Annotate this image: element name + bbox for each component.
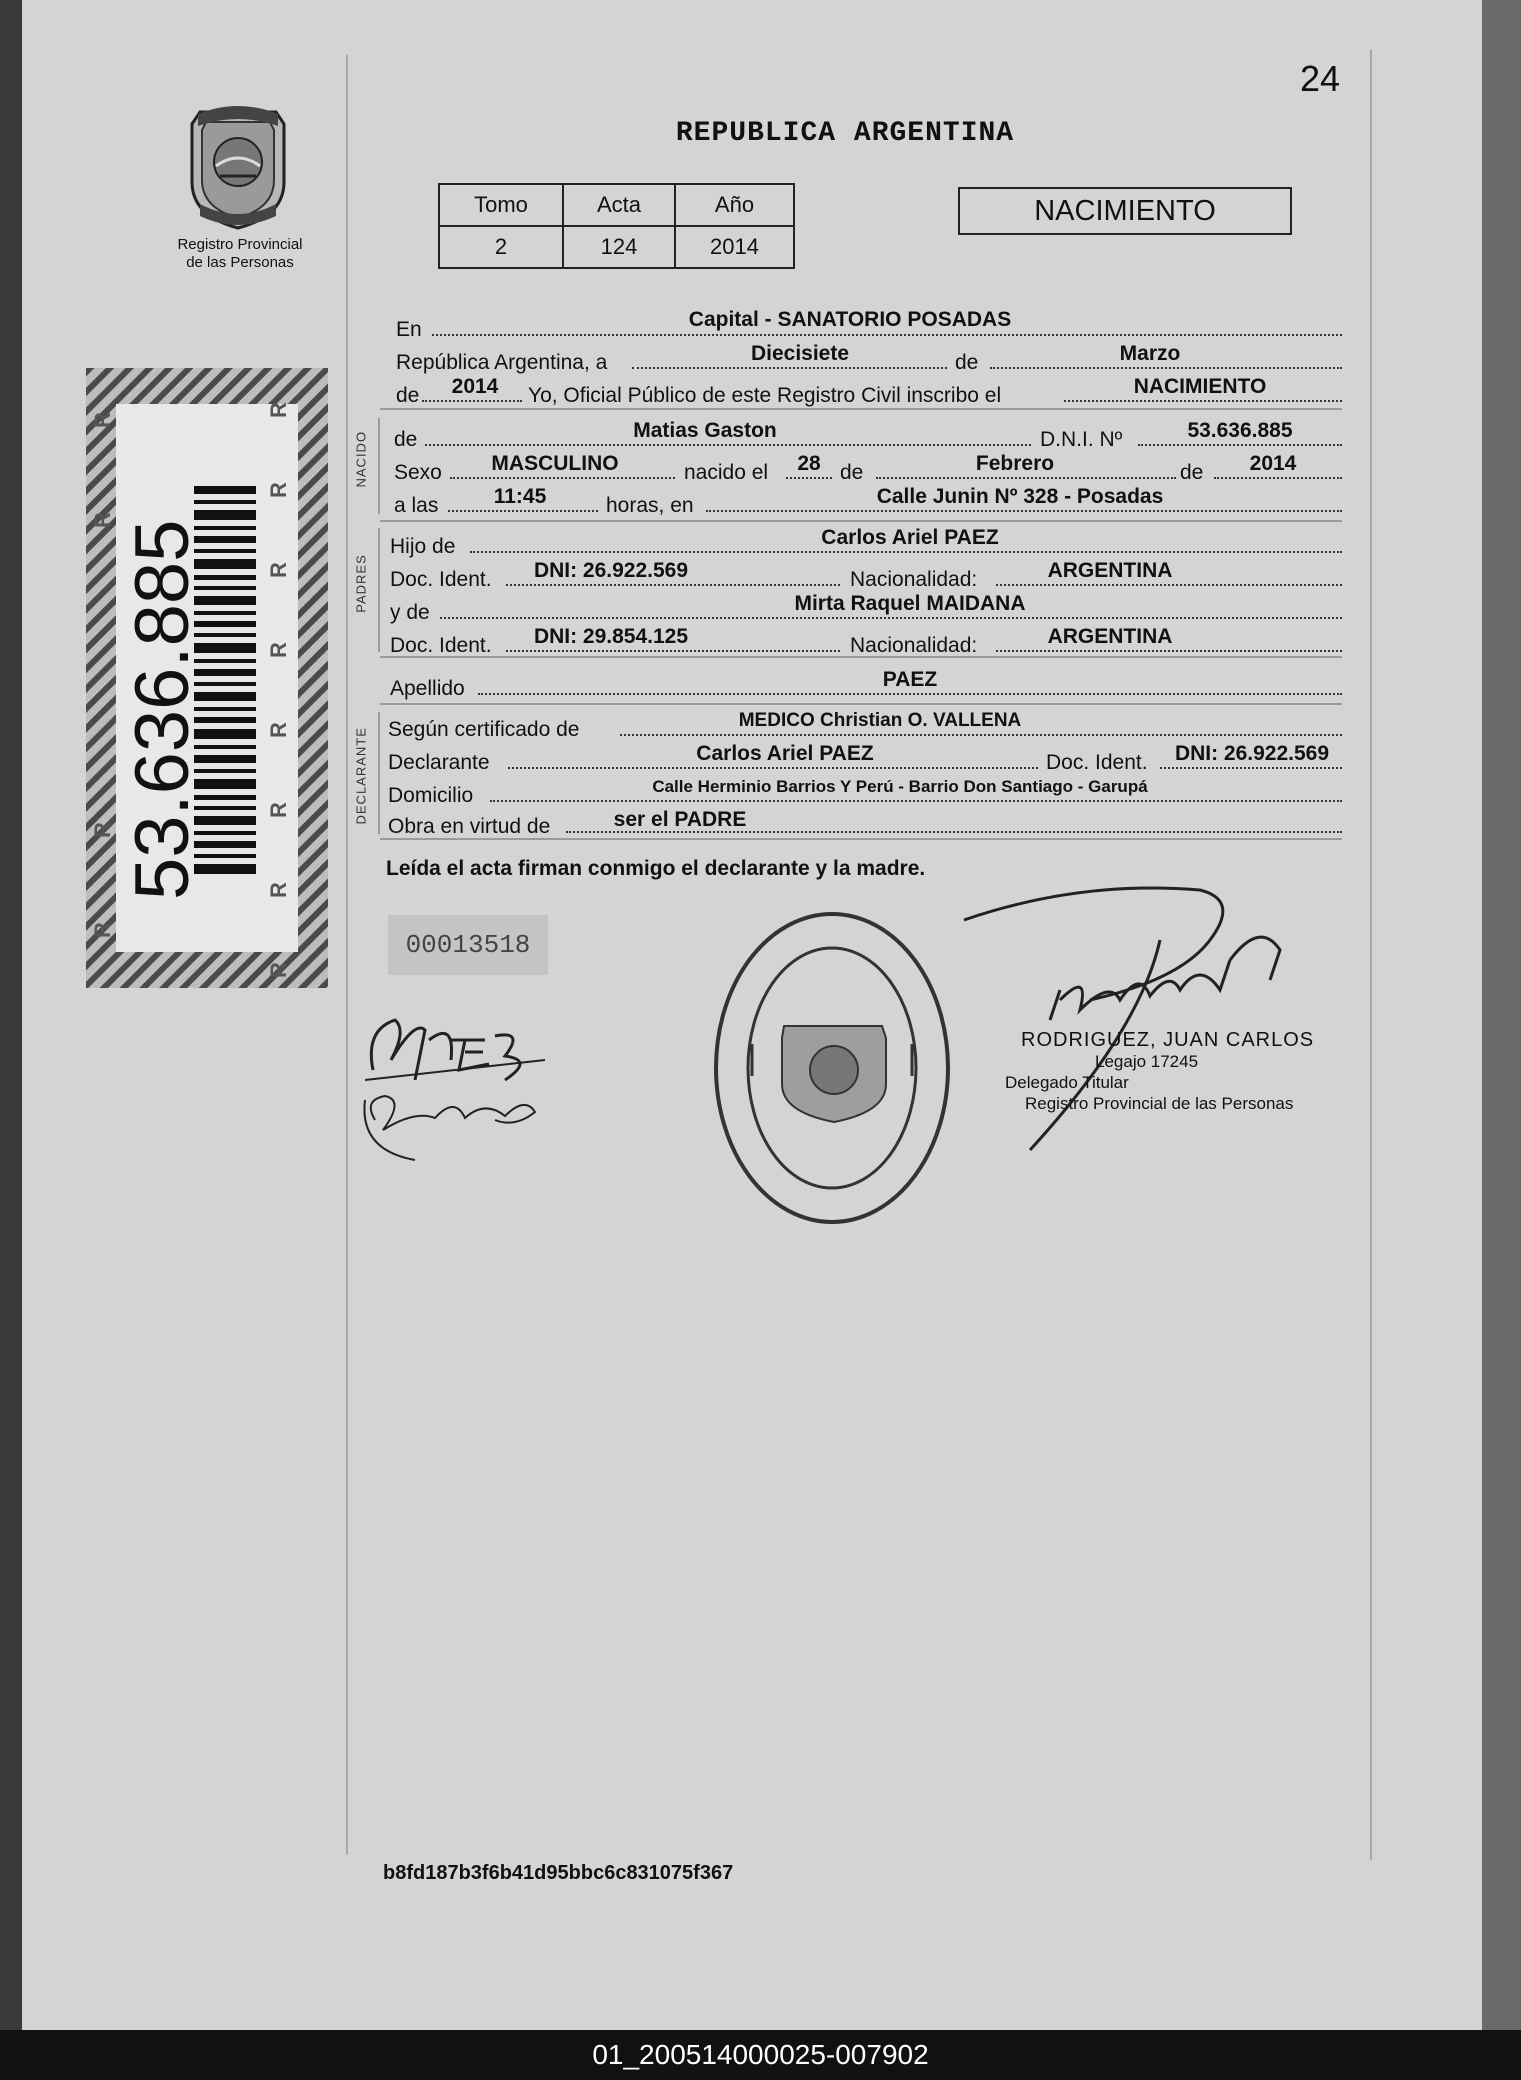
field-dia-nacimiento: 28 — [797, 452, 821, 475]
svg-text:R: R — [90, 412, 115, 428]
logo-caption — [160, 236, 320, 272]
label-doc-madre: Doc. Ident. — [390, 634, 492, 657]
label-domicilio: Domicilio — [388, 784, 474, 807]
field-lugar: Capital - SANATORIO POSADAS — [688, 308, 1012, 331]
label-nac-padre: Nacionalidad: — [850, 568, 978, 591]
field-anio-nacimiento: 2014 — [1249, 452, 1297, 475]
dots-anio-inscripcion — [422, 400, 522, 402]
dots-hora — [448, 510, 598, 512]
signatory-role: Delegado Titular — [1005, 1073, 1129, 1092]
section-label-declarante: DECLARANTE — [353, 727, 369, 825]
field-doc-declarante: DNI: 26.922.569 — [1174, 742, 1330, 765]
registry-table-header — [439, 184, 794, 226]
field-mes-nacimiento: Febrero — [975, 452, 1055, 475]
svg-text:R: R — [266, 402, 291, 418]
dots-dni — [1138, 444, 1342, 446]
label-apellido: Apellido — [390, 677, 465, 700]
separator-declarante-top — [380, 703, 1342, 705]
serial-stamp: 00013518 — [388, 915, 548, 975]
signatory-legajo: Legajo 17245 — [1095, 1052, 1199, 1071]
svg-text:R: R — [266, 482, 291, 498]
dots-domicilio — [490, 800, 1342, 802]
section-label-padres: PADRES — [353, 554, 369, 613]
dots-lugar — [432, 334, 1342, 336]
document-title: REPUBLICA ARGENTINA — [675, 118, 1015, 149]
dots-doc-declarante — [1160, 767, 1342, 769]
left-margin-rule — [346, 55, 348, 1855]
dots-apellido — [478, 693, 1342, 695]
field-nac-madre: ARGENTINA — [1047, 625, 1173, 648]
page-edge — [1482, 0, 1521, 2030]
logo-caption-line1: Registro Provincial — [177, 236, 303, 253]
barcode-sticker — [86, 368, 328, 988]
label-doc-padre: Doc. Ident. — [390, 568, 492, 591]
section-label-nacido: NACIDO — [353, 430, 369, 488]
misiones-seal-logo — [180, 100, 296, 232]
field-madre: Mirta Raquel MAIDANA — [794, 592, 1026, 615]
label-segun-certificado: Según certificado de — [388, 718, 580, 741]
label-doc-declarante: Doc. Ident. — [1046, 751, 1148, 774]
field-nombre: Matias Gaston — [633, 419, 777, 442]
signatory-name: RODRIGUEZ, JUAN CARLOS — [1021, 1029, 1315, 1051]
field-certificado: MEDICO Christian O. VALLENA — [738, 710, 1022, 731]
barcode-number: 53.636.885 — [120, 519, 205, 900]
logo-caption-line2: de las Personas — [186, 254, 294, 271]
label-en: En — [396, 318, 422, 341]
field-declarante: Carlos Ariel PAEZ — [696, 742, 874, 765]
svg-text:R: R — [90, 922, 115, 938]
header-anio: Año — [675, 184, 794, 226]
closing-statement: Leída el acta firman conmigo el declarante y la madre. — [386, 857, 926, 880]
svg-text:R: R — [266, 962, 291, 978]
label-nacido-el: nacido el — [684, 461, 769, 484]
field-mes-inscripcion: Marzo — [1119, 342, 1181, 365]
field-dia-inscripcion: Diecisiete — [750, 342, 850, 365]
dots-sexo — [450, 477, 675, 479]
label-de-mes: de — [840, 461, 864, 484]
dots-padre — [470, 551, 1342, 553]
field-doc-madre: DNI: 29.854.125 — [533, 625, 689, 648]
dots-acto — [1064, 400, 1342, 402]
value-anio: 2014 — [675, 226, 794, 268]
header-tomo: Tomo — [439, 184, 563, 226]
field-domicilio: Calle Herminio Barrios Y Perú - Barrio Don Santiago - Garupá — [652, 777, 1148, 796]
dots-certificado — [620, 734, 1342, 736]
document-hash: b8fd187b3f6b41d95bbc6c831075f367 — [383, 1862, 734, 1884]
field-apellido: PAEZ — [882, 668, 938, 691]
official-stamp — [712, 908, 952, 1228]
label-republica: República Argentina, a — [396, 351, 608, 374]
field-dni: 53.636.885 — [1187, 419, 1293, 442]
dots-anio-nacimiento — [1214, 477, 1342, 479]
label-de-anio: de — [396, 384, 420, 407]
svg-text:R: R — [266, 722, 291, 738]
label-y-de: y de — [390, 601, 430, 624]
label-declarante: Declarante — [388, 751, 490, 774]
signature-official — [960, 880, 1340, 1165]
dots-dia-inscripcion — [632, 367, 947, 369]
section-bracket-padres — [378, 528, 380, 652]
label-a-las: a las — [394, 494, 439, 517]
field-lugar-nacimiento: Calle Junin Nº 328 - Posadas — [876, 485, 1164, 508]
label-de-anio-nac: de — [1180, 461, 1204, 484]
svg-text:R: R — [266, 882, 291, 898]
label-de: de — [955, 351, 979, 374]
label-hijo-de: Hijo de — [390, 535, 456, 558]
dots-nombre — [425, 444, 1031, 446]
separator-padres-top — [380, 520, 1342, 522]
svg-text:R: R — [266, 642, 291, 658]
registry-table-values — [439, 226, 794, 268]
footer-document-id: 01_200514000025-007902 — [592, 2039, 929, 2070]
value-acta: 124 — [563, 226, 675, 268]
act-type-box: NACIMIENTO — [958, 187, 1292, 235]
field-acto: NACIMIENTO — [1133, 375, 1267, 398]
dots-lugar-nacimiento — [706, 510, 1342, 512]
field-sexo: MASCULINO — [491, 452, 619, 475]
svg-text:R: R — [266, 802, 291, 818]
svg-text:R: R — [90, 512, 115, 528]
separator-nacido-top — [380, 408, 1342, 410]
page-number: 24 — [1300, 58, 1341, 99]
right-margin-rule — [1370, 50, 1372, 1860]
signatory-block — [1005, 1030, 1314, 1114]
field-padre: Carlos Ariel PAEZ — [821, 526, 999, 549]
dots-nac-padre — [996, 584, 1342, 586]
registry-table — [438, 183, 795, 269]
value-tomo: 2 — [439, 226, 563, 268]
label-yo-oficial: Yo, Oficial Público de este Registro Civil inscribo el — [528, 384, 1002, 407]
dots-declarante — [508, 767, 1038, 769]
dots-doc-padre — [506, 584, 840, 586]
field-hora: 11:45 — [493, 485, 547, 508]
field-anio-inscripcion: 2014 — [451, 375, 499, 398]
dots-doc-madre — [506, 650, 840, 652]
signature-paez — [355, 1000, 555, 1185]
field-obra: ser el PADRE — [613, 808, 747, 831]
dots-mes-inscripcion — [990, 367, 1342, 369]
svg-text:R: R — [266, 562, 291, 578]
section-bracket-nacido — [378, 418, 380, 514]
field-doc-padre: DNI: 26.922.569 — [533, 559, 689, 582]
svg-text:R: R — [90, 822, 115, 838]
dots-madre — [440, 617, 1342, 619]
signatory-office: Registro Provincial de las Personas — [1025, 1094, 1294, 1113]
field-nac-padre: ARGENTINA — [1047, 559, 1173, 582]
label-dni: D.N.I. Nº — [1040, 428, 1123, 451]
label-sexo: Sexo — [394, 461, 442, 484]
label-obra: Obra en virtud de — [388, 815, 551, 838]
header-acta: Acta — [563, 184, 675, 226]
label-de-nombre: de — [394, 428, 418, 451]
label-nac-madre: Nacionalidad: — [850, 634, 978, 657]
label-horas-en: horas, en — [606, 494, 694, 517]
dots-dia-nacimiento — [786, 477, 832, 479]
dots-nac-madre — [996, 650, 1342, 652]
section-bracket-declarante — [378, 712, 380, 834]
dots-mes-nacimiento — [876, 477, 1176, 479]
